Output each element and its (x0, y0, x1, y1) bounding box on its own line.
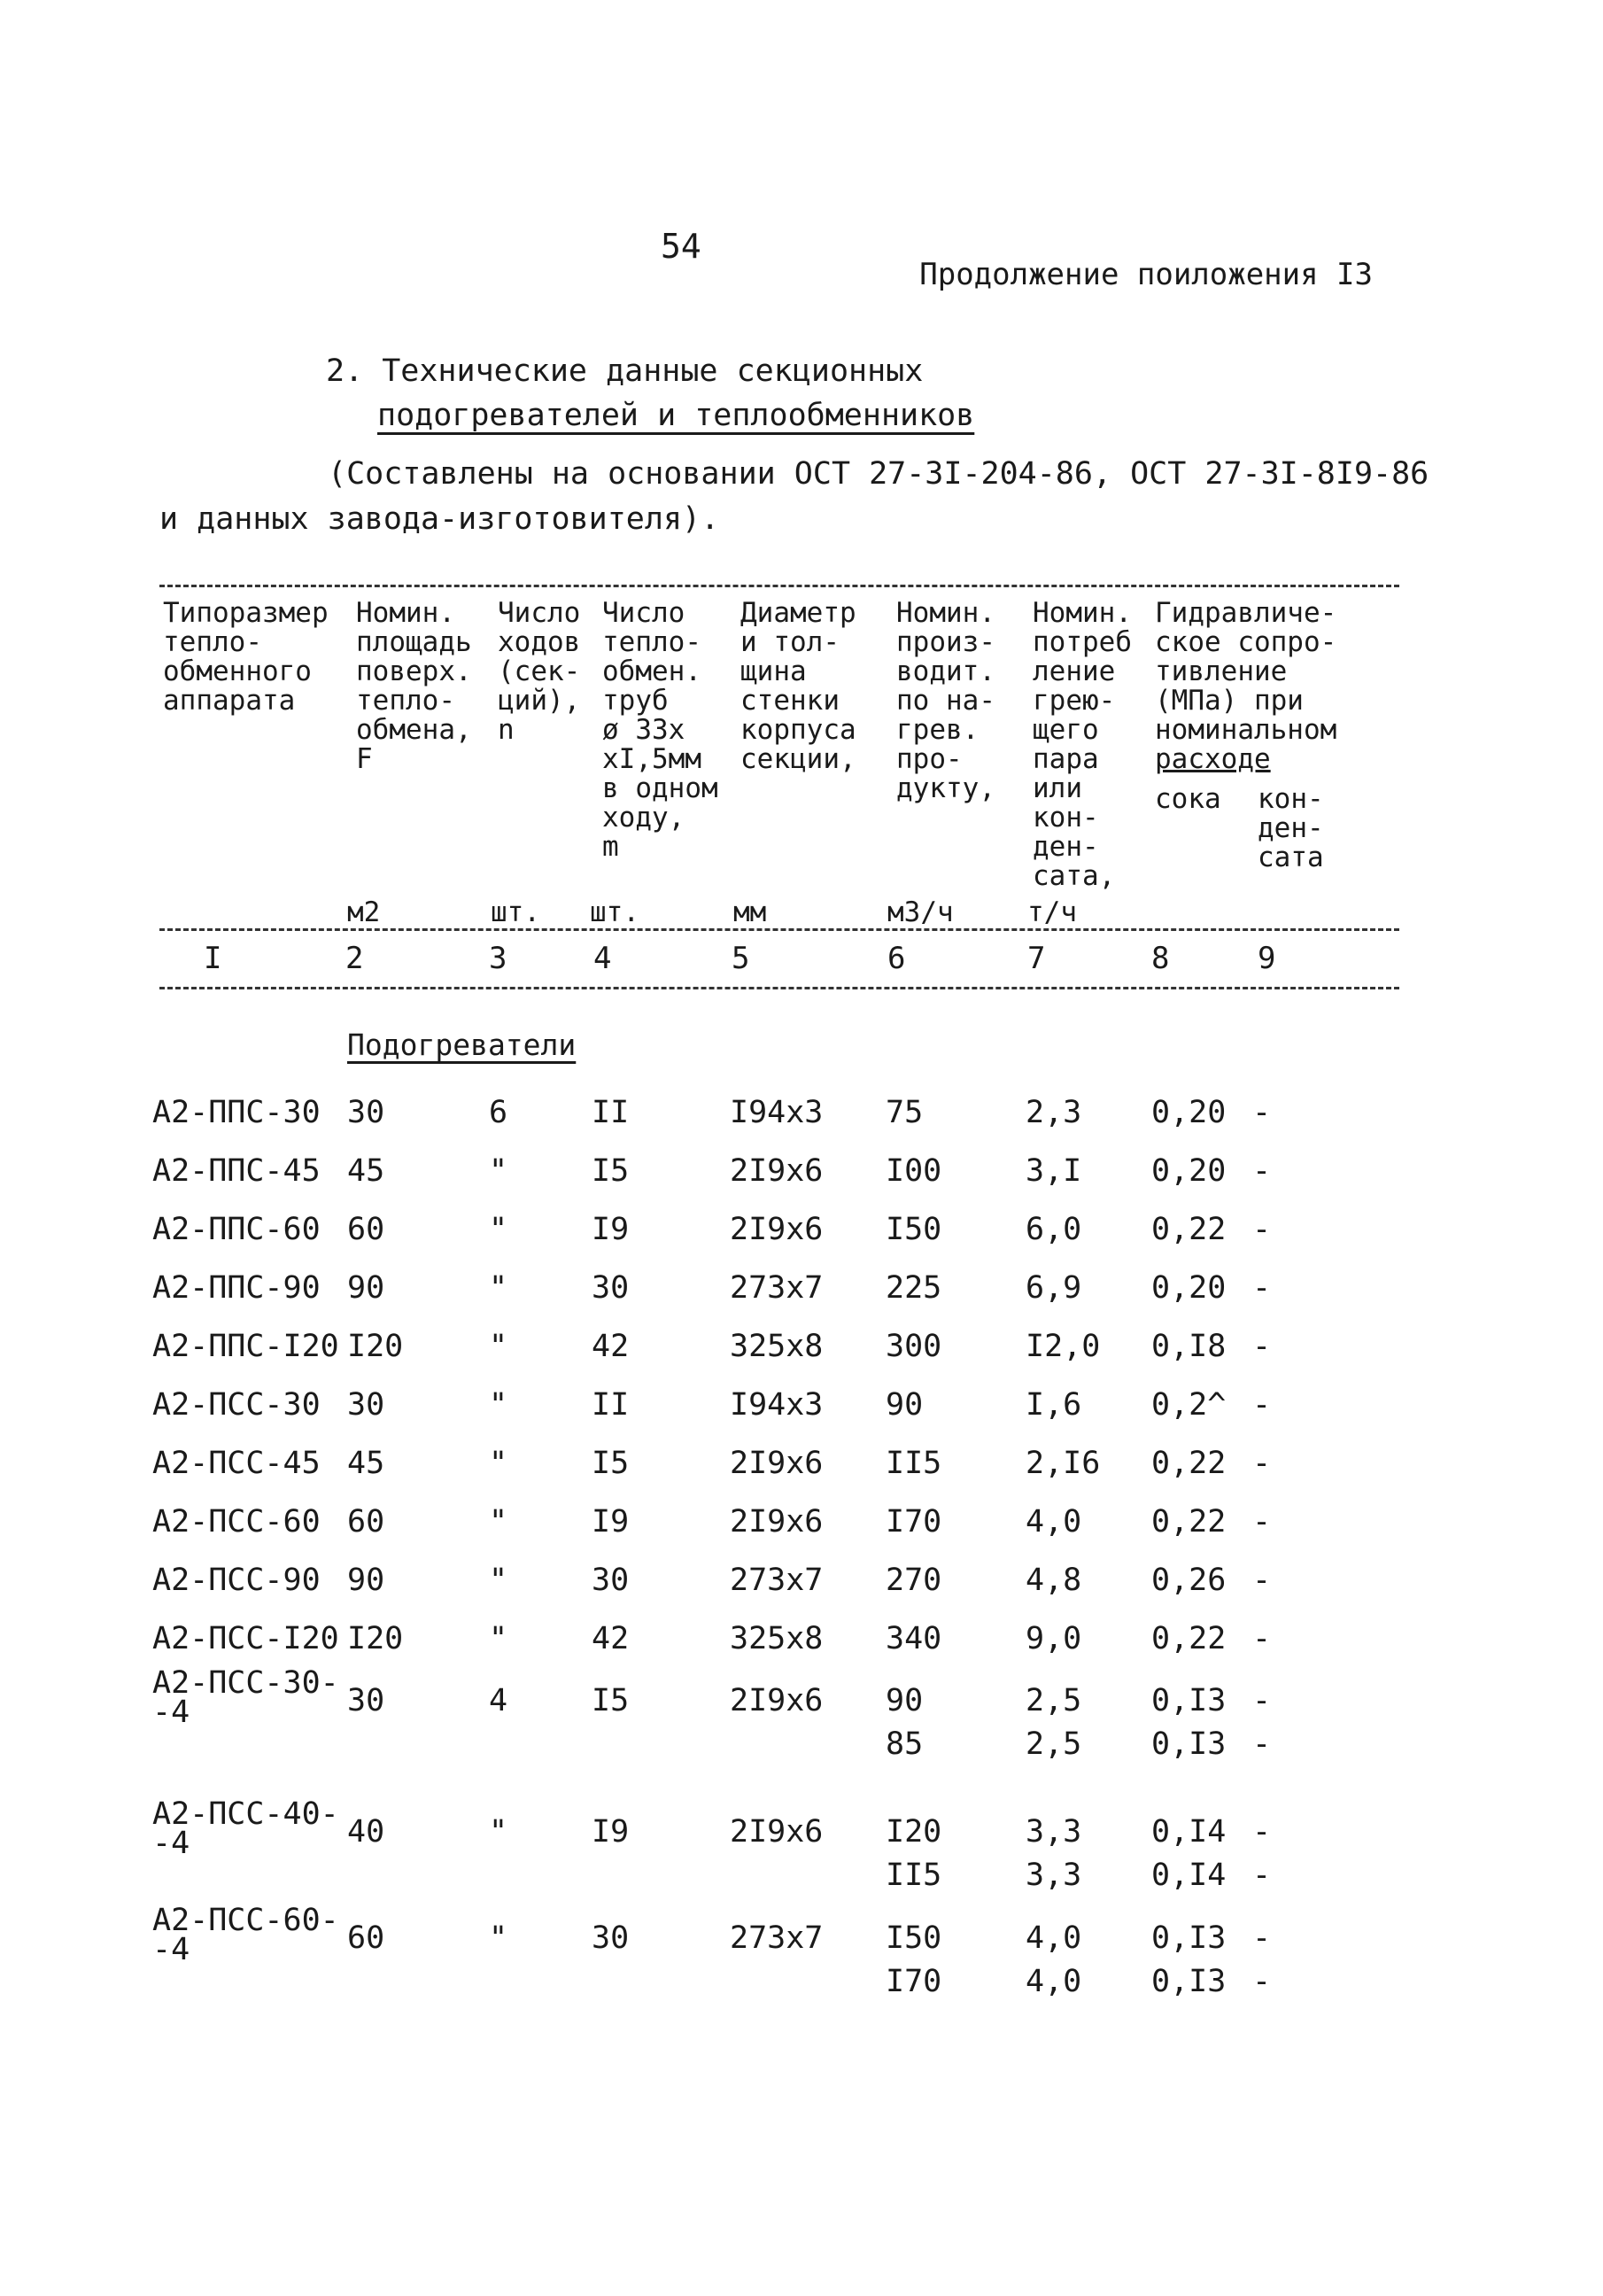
cell-diameter: 2I9х6 (730, 1212, 824, 1247)
cell-tubes: I5 (592, 1153, 630, 1189)
cell-juice: 0,20 (1151, 1095, 1227, 1130)
cell-name: А2-ПСС-30- -4 (152, 1665, 339, 1730)
header-resistance-flow: расходе (1155, 743, 1271, 775)
cell-capacity: 340 (886, 1621, 942, 1656)
cell-condensate: - (1252, 1563, 1272, 1598)
header-tubes: Число тепло- обмен. труб ø 33х хI,5мм в одном ходу, m (602, 597, 718, 863)
cell-capacity: I00 (886, 1153, 942, 1189)
cell-condensate: - (1252, 1095, 1272, 1130)
cell-tubes: II (592, 1387, 630, 1423)
unit-tubes: шт. (590, 896, 639, 928)
cell-passes: 6 (489, 1095, 508, 1130)
table-row (0, 1796, 1603, 1893)
cell-tubes: I9 (592, 1212, 630, 1247)
cell-consumption: 6,0 (1026, 1212, 1082, 1247)
column-number-9: 9 (1258, 941, 1276, 976)
cell-condensate: - (1252, 1270, 1272, 1306)
cell-condensate: - (1252, 1446, 1272, 1481)
continuation-note: Продолжение поиложения I3 (919, 257, 1373, 292)
section-title-line-2: подогревателей и теплообменников (377, 398, 975, 433)
column-number-6: 6 (887, 941, 906, 976)
cell-capacity: 75 (886, 1095, 924, 1130)
cell-name: А2-ПСС-60- -4 (152, 1903, 339, 1967)
unit-area: м2 (347, 896, 381, 928)
cell-diameter: 2I9х6 (730, 1446, 824, 1481)
cell-consumption: 9,0 (1026, 1621, 1082, 1656)
cell-capacity: I50 I70 (886, 1920, 942, 1999)
table-row (0, 1325, 1603, 1384)
table-row (0, 1559, 1603, 1617)
cell-consumption: 2,I6 (1026, 1446, 1101, 1481)
cell-consumption: I2,0 (1026, 1329, 1101, 1364)
cell-name: А2-ПСС-I20 (152, 1621, 339, 1656)
source-note-line-1: (Составлены на основании ОСТ 27-3I-204-86, ОСТ 27-3I-8I9-86 (328, 456, 1429, 492)
cell-consumption: I,6 (1026, 1387, 1082, 1423)
cell-juice: 0,I4 0,I4 (1151, 1814, 1227, 1893)
unit-diameter: мм (733, 896, 767, 928)
table-row (0, 1267, 1603, 1325)
section-title (326, 349, 974, 438)
cell-name: А2-ППС-60 (152, 1212, 321, 1247)
cell-area: 30 (347, 1095, 385, 1130)
cell-passes: " (489, 1446, 508, 1481)
cell-diameter: 2I9х6 (730, 1504, 824, 1540)
cell-juice: 0,I8 (1151, 1329, 1227, 1364)
header-area: Номин. площадь поверх. тепло- обмена, F (356, 597, 472, 775)
column-number-5: 5 (732, 941, 750, 976)
table-top-rule (159, 585, 1399, 587)
cell-juice: 0,22 (1151, 1504, 1227, 1540)
cell-area: 60 (347, 1504, 385, 1540)
cell-condensate: - (1252, 1153, 1272, 1189)
cell-passes: " (489, 1621, 508, 1656)
cell-diameter: I94х3 (730, 1387, 824, 1423)
cell-condensate: - - (1252, 1814, 1272, 1893)
cell-name: А2-ППС-I20 (152, 1329, 339, 1364)
cell-diameter: 273х7 (730, 1920, 824, 1956)
cell-condensate: - - (1252, 1683, 1272, 1762)
column-number-3: 3 (489, 941, 507, 976)
source-note (159, 452, 1429, 542)
cell-consumption: 3,I (1026, 1153, 1082, 1189)
cell-diameter: 2I9х6 (730, 1814, 824, 1850)
cell-condensate: - (1252, 1504, 1272, 1540)
cell-capacity: 270 (886, 1563, 942, 1598)
unit-capacity: м3/ч (887, 896, 954, 928)
cell-capacity: I50 (886, 1212, 942, 1247)
table-row (0, 1665, 1603, 1762)
column-number-2: 2 (345, 941, 364, 976)
cell-name: А2-ПСС-90 (152, 1563, 321, 1598)
header-diameter: Диаметр и тол- щина стенки корпуса секции, (740, 597, 856, 775)
header-condensate: кон- ден- сата (1258, 783, 1324, 873)
cell-area: 90 (347, 1563, 385, 1598)
cell-tubes: II (592, 1095, 630, 1130)
cell-passes: " (489, 1814, 508, 1850)
cell-name: А2-ПСС-40- -4 (152, 1796, 339, 1861)
cell-area: 30 (347, 1387, 385, 1423)
header-type: Типоразмер тепло- обменного аппарата (163, 597, 329, 717)
cell-juice: 0,26 (1151, 1563, 1227, 1598)
table-row (0, 1501, 1603, 1559)
header-juice: сока (1155, 783, 1221, 815)
column-number-8: 8 (1151, 941, 1170, 976)
cell-diameter: 325х8 (730, 1329, 824, 1364)
cell-name: А2-ПСС-30 (152, 1387, 321, 1423)
table-row (0, 1150, 1603, 1208)
cell-tubes: I5 (592, 1683, 630, 1718)
cell-area: 40 (347, 1814, 385, 1850)
cell-consumption: 3,3 3,3 (1026, 1814, 1082, 1893)
cell-juice: 0,2^ (1151, 1387, 1227, 1423)
cell-diameter: 2I9х6 (730, 1683, 824, 1718)
cell-capacity: 90 85 (886, 1683, 924, 1762)
cell-tubes: 42 (592, 1329, 630, 1364)
cell-consumption: 2,3 (1026, 1095, 1082, 1130)
cell-capacity: II5 (886, 1446, 942, 1481)
table-row (0, 1903, 1603, 1999)
cell-name: А2-ППС-45 (152, 1153, 321, 1189)
cell-diameter: 273х7 (730, 1270, 824, 1306)
column-number-1: I (204, 941, 222, 976)
cell-passes: " (489, 1504, 508, 1540)
cell-consumption: 4,0 4,0 (1026, 1920, 1082, 1999)
cell-name: А2-ППС-30 (152, 1095, 321, 1130)
cell-juice: 0,22 (1151, 1446, 1227, 1481)
cell-condensate: - - (1252, 1920, 1272, 1999)
cell-tubes: 42 (592, 1621, 630, 1656)
cell-condensate: - (1252, 1387, 1272, 1423)
cell-consumption: 4,8 (1026, 1563, 1082, 1598)
cell-diameter: 325х8 (730, 1621, 824, 1656)
cell-name: А2-ППС-90 (152, 1270, 321, 1306)
section-title-line-1: 2. Технические данные секционных (326, 353, 924, 389)
cell-area: I20 (347, 1329, 404, 1364)
cell-passes: " (489, 1270, 508, 1306)
cell-consumption: 4,0 (1026, 1504, 1082, 1540)
cell-juice: 0,22 (1151, 1621, 1227, 1656)
cell-condensate: - (1252, 1329, 1272, 1364)
table-row (0, 1091, 1603, 1150)
column-number-4: 4 (593, 941, 612, 976)
cell-tubes: 30 (592, 1563, 630, 1598)
unit-passes: шт. (491, 896, 540, 928)
cell-juice: 0,20 (1151, 1153, 1227, 1189)
source-note-line-2: и данных завода-изготовителя). (159, 501, 720, 537)
cell-area: 60 (347, 1212, 385, 1247)
cell-juice: 0,I3 0,I3 (1151, 1683, 1227, 1762)
cell-name: А2-ПСС-60 (152, 1504, 321, 1540)
cell-passes: " (489, 1920, 508, 1956)
header-passes: Число ходов (сек- ций), n (498, 597, 581, 746)
cell-tubes: 30 (592, 1270, 630, 1306)
table-row (0, 1208, 1603, 1267)
cell-condensate: - (1252, 1212, 1272, 1247)
cell-area: I20 (347, 1621, 404, 1656)
cell-diameter: I94х3 (730, 1095, 824, 1130)
cell-capacity: I20 II5 (886, 1814, 942, 1893)
cell-area: 45 (347, 1446, 385, 1481)
cell-area: 90 (347, 1270, 385, 1306)
cell-diameter: 2I9х6 (730, 1153, 824, 1189)
page-number: 54 (661, 227, 701, 266)
cell-capacity: 225 (886, 1270, 942, 1306)
cell-passes: 4 (489, 1683, 508, 1718)
cell-tubes: I9 (592, 1814, 630, 1850)
cell-passes: " (489, 1387, 508, 1423)
column-numbers-rule (159, 987, 1399, 989)
cell-tubes: I9 (592, 1504, 630, 1540)
header-capacity: Номин. произ- водит. по на- грев. про- дукту, (896, 597, 995, 804)
cell-tubes: I5 (592, 1446, 630, 1481)
header-consumption: Номин. потреб ление грею- щего пара или кон- ден- сата, (1033, 597, 1132, 892)
column-number-7: 7 (1027, 941, 1046, 976)
cell-passes: " (489, 1153, 508, 1189)
cell-passes: " (489, 1329, 508, 1364)
cell-consumption: 6,9 (1026, 1270, 1082, 1306)
cell-consumption: 2,5 2,5 (1026, 1683, 1082, 1762)
cell-passes: " (489, 1212, 508, 1247)
cell-passes: " (489, 1563, 508, 1598)
table-row (0, 1384, 1603, 1442)
cell-capacity: 90 (886, 1387, 924, 1423)
units-rule (159, 928, 1399, 931)
unit-consumption: т/ч (1027, 896, 1077, 928)
subheading-heaters: Подогреватели (347, 1028, 577, 1062)
cell-area: 60 (347, 1920, 385, 1956)
table-row (0, 1442, 1603, 1501)
cell-juice: 0,20 (1151, 1270, 1227, 1306)
cell-condensate: - (1252, 1621, 1272, 1656)
cell-diameter: 273х7 (730, 1563, 824, 1598)
cell-tubes: 30 (592, 1920, 630, 1956)
cell-capacity: I70 (886, 1504, 942, 1540)
cell-juice: 0,22 (1151, 1212, 1227, 1247)
cell-area: 30 (347, 1683, 385, 1718)
cell-juice: 0,I3 0,I3 (1151, 1920, 1227, 1999)
cell-area: 45 (347, 1153, 385, 1189)
cell-capacity: 300 (886, 1329, 942, 1364)
cell-name: А2-ПСС-45 (152, 1446, 321, 1481)
header-resistance: Гидравличе- ское сопро- тивление (МПа) при номинальном (1155, 597, 1337, 746)
